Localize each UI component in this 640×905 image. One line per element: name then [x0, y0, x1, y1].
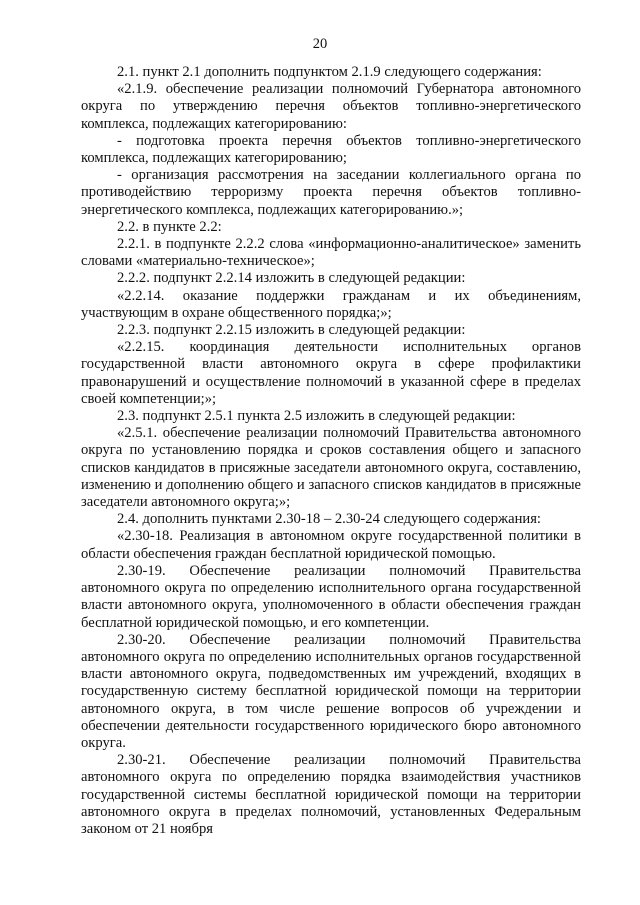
paragraph-2-30-19: 2.30-19. Обеспечение реализации полномочий Правительства автономного округа по определению исполнительного органа государственной власти автономного округа, уполномоченного в области обеспечения граждан бесплатной юридической помощью, и его компетенции.	[81, 562, 581, 631]
paragraph-2-2-1: 2.2.1. в подпункте 2.2.2 слова «информационно-аналитическое» заменить словами «материально-техническое»;	[81, 236, 581, 270]
paragraph-2-2-14: «2.2.14. оказание поддержки гражданам и их объединениям, участвующим в охране общественного порядка;»;	[81, 287, 581, 321]
paragraph-2-1: 2.1. пункт 2.1 дополнить подпунктом 2.1.9 следующего содержания:	[117, 64, 542, 80]
paragraph-2-2-3: 2.2.3. подпункт 2.2.15 изложить в следующей редакции:	[117, 322, 466, 339]
paragraph-2-1-9-item-2: - организация рассмотрения на заседании коллегиального органа по противодействию терроризму проекта перечня объектов топливно-энергетического комплекса, подлежащих категорированию.»;	[81, 167, 581, 218]
paragraph-2-1-9: «2.1.9. обеспечение реализации полномочий Губернатора автономного округа по утверждению перечня объектов топливно-энергетического комплекса, подлежащих категорированию:	[81, 81, 581, 132]
document-body	[81, 64, 581, 838]
paragraph-2-30-20: 2.30-20. Обеспечение реализации полномочий Правительства автономного округа по определению исполнительных органов государственной власти автономного округа, подведомственных им учреждений, входящих в государственную систему бесплатной юридической помощи на территории автономного округа, в том числе решение вопросов об учреждении и обеспечении деятельности государственного юридического бюро автономного округа.	[81, 631, 581, 751]
paragraph-2-4: 2.4. дополнить пунктами 2.30-18 – 2.30-24 следующего содержания:	[117, 511, 541, 528]
paragraph-2-2-15: «2.2.15. координация деятельности исполнительных органов государственной власти автономного округа в сфере профилактики правонарушений и осуществление полномочий в указанной сфере в пределах своей компетенции;»;	[81, 339, 581, 407]
paragraph-2-5-1: «2.5.1. обеспечение реализации полномочий Правительства автономного округа по установлению порядка и сроков составления общего и запасного списков кандидатов в присяжные заседатели автономного округа, составлению, изменению и дополнению общего и запасного списков кандидатов в присяжные заседатели автономного округа;»;	[81, 425, 581, 511]
paragraph-2-2-2: 2.2.2. подпункт 2.2.14 изложить в следующей редакции:	[117, 270, 466, 287]
paragraph-2-2: 2.2. в пункте 2.2:	[117, 218, 222, 235]
paragraph-2-1-9-item-1: - подготовка проекта перечня объектов топливно-энергетического комплекса, подлежащих категорированию;	[81, 132, 581, 167]
paragraph-2-30-18: «2.30-18. Реализация в автономном округе государственной политики в области обеспечения граждан бесплатной юридической помощью.	[81, 528, 581, 562]
page-number: 20	[312, 36, 328, 52]
paragraph-2-30-21: 2.30-21. Обеспечение реализации полномочий Правительства автономного округа по определению порядка взаимодействия участников государственной системы бесплатной юридической помощи на территории автономного округа в пределах полномочий, установленных Федеральным законом от 21 ноября	[81, 752, 581, 837]
paragraph-2-3: 2.3. подпункт 2.5.1 пункта 2.5 изложить в следующей редакции:	[117, 408, 516, 425]
